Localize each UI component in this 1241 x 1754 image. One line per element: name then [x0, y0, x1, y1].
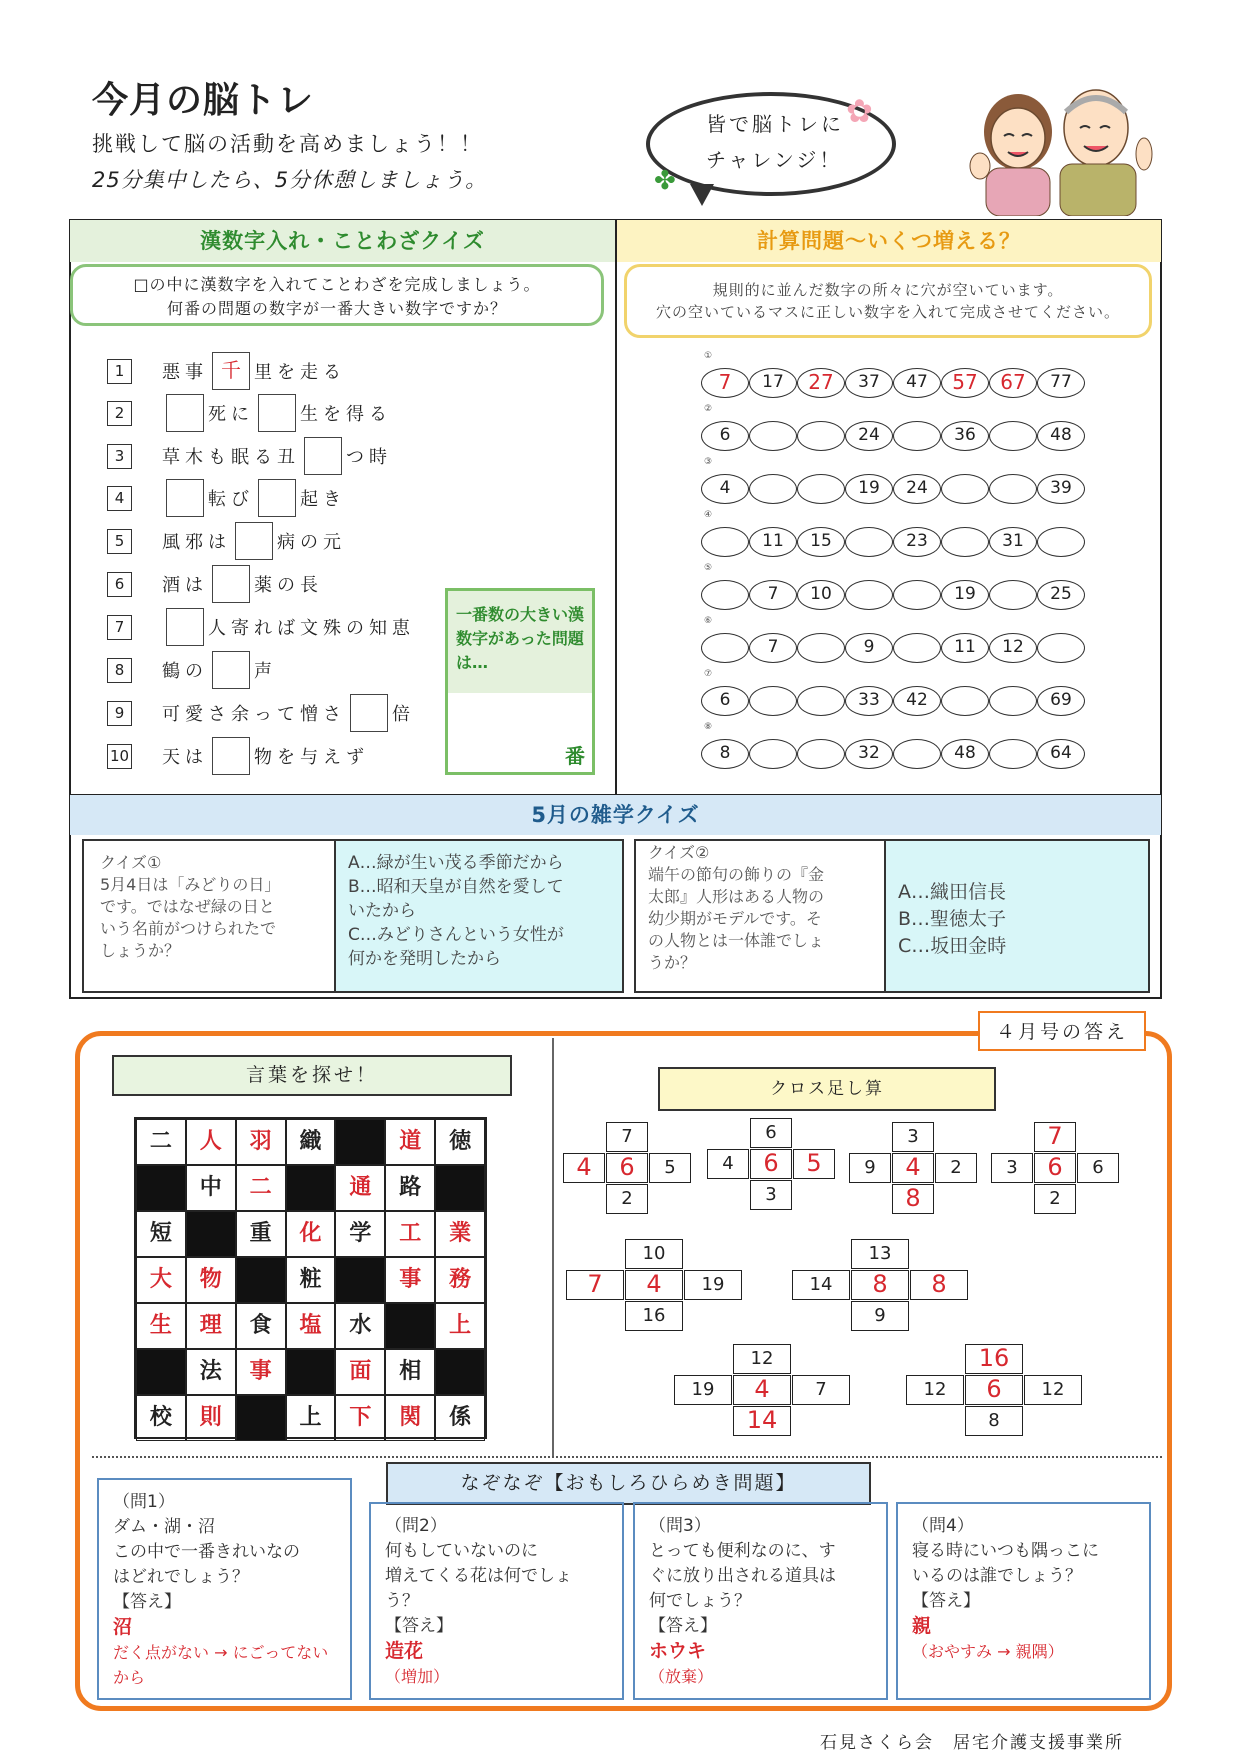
calc-row-label: ③ — [704, 457, 713, 467]
question-number: 2 — [107, 401, 132, 426]
number-cell: 7 — [749, 580, 797, 610]
grid-cell: 通 — [335, 1165, 385, 1211]
text-line: いう名前がつけられたで — [100, 919, 277, 938]
number-cell: 36 — [941, 421, 989, 451]
choice-b-cont: いたから — [348, 901, 416, 921]
speech-bubble-text — [706, 106, 844, 178]
riddle-question-line: とっても便利なのに、す — [649, 1541, 836, 1561]
kanji-question-row — [107, 694, 415, 732]
number-cell[interactable] — [749, 686, 797, 716]
number-cell[interactable] — [893, 633, 941, 663]
cross-cell-left: 3 — [991, 1153, 1033, 1183]
cross-cell-right: 5 — [793, 1149, 835, 1179]
kanji-question-row — [107, 437, 392, 475]
grid-cell-black — [136, 1349, 186, 1395]
number-cell: 6 — [701, 686, 749, 716]
question-number: 5 — [107, 529, 132, 554]
calc-row-label: ② — [704, 404, 713, 414]
grid-cell: 事 — [236, 1349, 286, 1395]
number-cell: 31 — [989, 527, 1037, 557]
grid-cell: 面 — [335, 1349, 385, 1395]
number-cell[interactable] — [797, 474, 845, 504]
number-cell[interactable] — [845, 527, 893, 557]
number-cell: 19 — [941, 580, 989, 610]
number-cell[interactable] — [941, 686, 989, 716]
cross-cell-right: 8 — [910, 1270, 968, 1300]
text-line: 太郎』人形はある人物の — [648, 887, 825, 906]
divider — [552, 1038, 554, 1456]
riddle-question-line: 寝る時にいつも隅っこに — [912, 1541, 1099, 1561]
subtitle: 挑戦して脳の活動を高めましょう！！ — [92, 132, 483, 156]
answer-blank[interactable] — [212, 651, 250, 689]
number-cell[interactable] — [701, 527, 749, 557]
number-cell: 47 — [893, 368, 941, 398]
cross-cell-left: 19 — [674, 1375, 732, 1405]
number-cell: 37 — [845, 368, 893, 398]
trivia-q1-choices — [334, 841, 622, 991]
grid-cell-black — [435, 1165, 485, 1211]
grid-cell-black — [335, 1257, 385, 1303]
cross-cell-top: 7 — [1034, 1122, 1076, 1152]
number-cell: 48 — [941, 739, 989, 769]
riddle-answer-label: 【答え】 — [912, 1591, 980, 1611]
number-cell[interactable] — [845, 580, 893, 610]
kanji-question-row — [107, 352, 346, 390]
text-line: 5月4日は「みどりの日」 — [100, 875, 281, 894]
number-cell[interactable] — [797, 739, 845, 769]
number-cell[interactable] — [797, 421, 845, 451]
grid-cell: 大 — [136, 1257, 186, 1303]
trivia-q2-choices — [884, 841, 1148, 991]
cross-cell-center: 6 — [606, 1153, 648, 1183]
number-cell[interactable] — [893, 580, 941, 610]
answer-blank[interactable] — [166, 479, 204, 517]
answer-blank[interactable] — [235, 522, 273, 560]
question-text: 死に — [208, 404, 254, 425]
riddle-box — [633, 1502, 888, 1700]
question-text: 転び — [208, 489, 254, 510]
riddle-explanation: （増加） — [385, 1667, 450, 1686]
grid-cell-black — [186, 1211, 236, 1257]
grid-cell: 上 — [286, 1395, 336, 1441]
calc-row-label: ⑦ — [704, 669, 713, 679]
text-line: うか？ — [648, 953, 697, 972]
footer-organization: 石見さくら会 居宅介護支援事業所 — [820, 1733, 1124, 1753]
instruction-line: □の中に漢数字を入れてことわざを完成しましょう。 — [133, 275, 541, 294]
number-cell[interactable] — [749, 739, 797, 769]
number-cell[interactable] — [941, 474, 989, 504]
flower-icon: ✿ — [846, 92, 873, 130]
number-cell: 15 — [797, 527, 845, 557]
question-number: 10 — [107, 744, 132, 769]
riddle-answer-label: 【答え】 — [113, 1592, 181, 1612]
choice-c: C…坂田金時 — [898, 935, 1007, 957]
grid-cell: 羽 — [236, 1119, 286, 1165]
grid-cell: 関 — [385, 1395, 435, 1441]
grid-cell: 上 — [435, 1303, 485, 1349]
number-cell: 8 — [701, 739, 749, 769]
grid-cell: 食 — [236, 1303, 286, 1349]
grid-cell: 校 — [136, 1395, 186, 1441]
number-cell[interactable] — [1037, 527, 1085, 557]
cross-cell-top: 7 — [606, 1122, 648, 1152]
grid-cell: 物 — [186, 1257, 236, 1303]
question-number: 1 — [107, 359, 132, 384]
number-cell: 33 — [845, 686, 893, 716]
riddle-answer: 沼 — [113, 1616, 133, 1638]
calc-row-label: ① — [704, 351, 713, 361]
cross-cell-top: 12 — [733, 1344, 791, 1374]
question-text: 物を与えず — [254, 747, 369, 768]
number-cell[interactable] — [989, 474, 1037, 504]
number-cell[interactable] — [989, 580, 1037, 610]
grid-cell: 則 — [186, 1395, 236, 1441]
cross-cell-right: 12 — [1024, 1375, 1082, 1405]
choice-b: B…聖徳太子 — [898, 908, 1007, 930]
grid-cell: 務 — [435, 1257, 485, 1303]
grid-cell: 道 — [385, 1119, 435, 1165]
question-text: 里を走る — [254, 362, 346, 383]
kanji-quiz-title: 漢数字入れ・ことわざクイズ — [70, 220, 615, 262]
grid-cell: 学 — [335, 1211, 385, 1257]
answer-blank[interactable] — [212, 737, 250, 775]
number-cell: 32 — [845, 739, 893, 769]
text-line: の人物とは一体誰でしょ — [648, 931, 825, 950]
grid-cell: 徳 — [435, 1119, 485, 1165]
cross-cell-bottom: 2 — [606, 1184, 648, 1214]
number-cell[interactable] — [893, 739, 941, 769]
cross-cell-right: 6 — [1077, 1153, 1119, 1183]
question-text: 薬の長 — [254, 575, 323, 596]
cross-cell-center: 6 — [1034, 1153, 1076, 1183]
text-line: です。ではなぜ緑の日と — [100, 897, 275, 916]
section-divider — [615, 220, 617, 795]
choice-b: B…昭和天皇が自然を愛して — [348, 877, 564, 897]
cross-cell-bottom: 14 — [733, 1406, 791, 1436]
riddle-explanation: （おやすみ → 親隅） — [912, 1642, 1064, 1661]
cross-cell-bottom: 2 — [1034, 1184, 1076, 1214]
cross-cell-top: 6 — [750, 1118, 792, 1148]
number-cell[interactable] — [797, 686, 845, 716]
riddle-question-line: う？ — [385, 1591, 419, 1611]
number-cell[interactable] — [989, 686, 1037, 716]
kanji-question-row — [107, 394, 392, 432]
calc-row-label: ⑥ — [704, 616, 713, 626]
answer-blank[interactable] — [212, 565, 250, 603]
question-text: 人寄れば文殊の知恵 — [208, 618, 415, 639]
text-line: クイズ② — [648, 843, 710, 862]
grid-cell: 二 — [236, 1165, 286, 1211]
number-cell[interactable] — [941, 527, 989, 557]
grid-cell-black — [335, 1119, 385, 1165]
number-cell[interactable] — [797, 633, 845, 663]
question-text: 酒は — [162, 575, 208, 596]
question-text: 可愛さ余って憎さ — [162, 704, 346, 725]
cross-cell-center: 4 — [625, 1270, 683, 1300]
word-search-title: 言葉を探せ！ — [112, 1055, 512, 1096]
number-cell[interactable] — [749, 421, 797, 451]
cross-cell-center: 8 — [851, 1270, 909, 1300]
number-cell: 48 — [1037, 421, 1085, 451]
calc-row-label: ⑤ — [704, 563, 713, 573]
number-cell: 10 — [797, 580, 845, 610]
subtitle-rest: 25分集中したら、5分休憩しましょう。 — [92, 168, 488, 192]
riddle-answer-label: 【答え】 — [649, 1616, 717, 1636]
question-text: 倍 — [392, 704, 415, 725]
grid-cell-black — [136, 1165, 186, 1211]
grid-cell: 重 — [236, 1211, 286, 1257]
number-cell[interactable] — [893, 421, 941, 451]
grid-cell: 相 — [385, 1349, 435, 1395]
number-cell: 11 — [941, 633, 989, 663]
instruction-line: 何番の問題の数字が一番大きい数字ですか？ — [166, 299, 507, 318]
grid-cell: 係 — [435, 1395, 485, 1441]
number-cell[interactable] — [989, 739, 1037, 769]
question-text: 起き — [300, 489, 346, 510]
number-cell: 67 — [989, 368, 1037, 398]
question-text: 生を得る — [300, 404, 392, 425]
text-line: 幼少期がモデルです。そ — [648, 909, 822, 928]
answer-blank[interactable] — [350, 694, 388, 732]
riddle-question-line: この中で一番きれいなの — [113, 1542, 300, 1562]
text-line: しょうか？ — [100, 941, 181, 960]
cross-cell-right: 19 — [684, 1270, 742, 1300]
instruction-line: 穴の空いているマスに正しい数字を入れて完成させてください。 — [655, 303, 1120, 321]
cross-cell-top: 10 — [625, 1239, 683, 1269]
cross-sum-title: クロス足し算 — [658, 1067, 996, 1111]
cross-cell-top: 16 — [965, 1344, 1023, 1374]
answer-box-suffix: 番 — [565, 744, 585, 768]
question-text: 天は — [162, 747, 208, 768]
answer-blank[interactable] — [258, 394, 296, 432]
riddle-label: （問1） — [113, 1492, 175, 1512]
number-cell: 24 — [845, 421, 893, 451]
instruction-line: 規則的に並んだ数字の所々に穴が空いています。 — [712, 281, 1064, 299]
cross-cell-right: 5 — [649, 1153, 691, 1183]
question-text: つ時 — [346, 447, 392, 468]
grid-cell: 工 — [385, 1211, 435, 1257]
cross-cell-center: 6 — [750, 1149, 792, 1179]
grid-cell: 事 — [385, 1257, 435, 1303]
grid-cell: 路 — [385, 1165, 435, 1211]
trivia-title: 5月の雑学クイズ — [70, 795, 1161, 835]
bubble-line: チャレンジ！ — [706, 148, 843, 172]
riddle-question-line: はどれでしょう？ — [113, 1567, 249, 1587]
page-title: 今月の脳トレ — [92, 80, 315, 121]
riddle-box — [369, 1502, 624, 1700]
text-line: クイズ① — [100, 853, 162, 872]
cross-cell-center: 4 — [733, 1375, 791, 1405]
cross-cell-right: 7 — [792, 1375, 850, 1405]
number-cell: 7 — [701, 368, 749, 398]
choice-a: A…緑が生い茂る季節だから — [348, 853, 564, 873]
cross-cell-right: 2 — [935, 1153, 977, 1183]
question-text: 病の元 — [277, 532, 346, 553]
question-number: 4 — [107, 486, 132, 511]
kanji-question-row — [107, 522, 346, 560]
grid-cell-black — [435, 1349, 485, 1395]
cross-cell-center: 4 — [892, 1153, 934, 1183]
grid-cell-black — [236, 1257, 286, 1303]
kanji-question-row — [107, 479, 346, 517]
cross-cell-top: 3 — [892, 1122, 934, 1152]
number-cell[interactable] — [989, 421, 1037, 451]
number-cell: 57 — [941, 368, 989, 398]
answer-blank[interactable] — [304, 437, 342, 475]
grid-cell: 理 — [186, 1303, 236, 1349]
number-cell: 24 — [893, 474, 941, 504]
number-cell: 23 — [893, 527, 941, 557]
grid-cell: 業 — [435, 1211, 485, 1257]
calc-quiz-instruction — [624, 264, 1152, 338]
grid-cell: 塩 — [286, 1303, 336, 1349]
choice-c: C…みどりさんという女性が — [348, 925, 564, 945]
answer-blank[interactable]: 千 — [212, 352, 250, 390]
question-number: 6 — [107, 572, 132, 597]
number-cell: 4 — [701, 474, 749, 504]
trivia-q1-text — [100, 852, 325, 962]
question-text: 風邪は — [162, 532, 231, 553]
grid-cell: 法 — [186, 1349, 236, 1395]
question-number: 3 — [107, 444, 132, 469]
choice-c-cont: 何かを発明したから — [348, 949, 501, 969]
elderly-couple-illustration — [960, 76, 1156, 216]
riddle-question-line: ダム・湖・沼 — [113, 1517, 215, 1537]
grid-cell: 生 — [136, 1303, 186, 1349]
cross-cell-left: 14 — [792, 1270, 850, 1300]
cross-cell-center: 6 — [965, 1375, 1023, 1405]
grid-cell: 下 — [335, 1395, 385, 1441]
number-cell: 12 — [989, 633, 1037, 663]
choice-a: A…織田信長 — [898, 881, 1006, 903]
number-cell: 64 — [1037, 739, 1085, 769]
question-number: 8 — [107, 658, 132, 683]
number-cell: 11 — [749, 527, 797, 557]
speech-bubble-tail — [690, 184, 714, 206]
cross-cell-top: 13 — [851, 1239, 909, 1269]
riddle-question-line: 増えてくる花は何でしょ — [385, 1566, 572, 1586]
riddle-label: （問3） — [649, 1516, 711, 1536]
grid-cell: 化 — [286, 1211, 336, 1257]
question-number: 7 — [107, 615, 132, 640]
number-cell: 42 — [893, 686, 941, 716]
kanji-question-row — [107, 608, 415, 646]
riddle-question-line: 何もしていないのに — [385, 1541, 538, 1561]
cross-cell-bottom: 8 — [965, 1406, 1023, 1436]
bubble-line: 皆で脳トレに — [706, 112, 844, 136]
kanji-quiz-instruction — [70, 264, 604, 326]
cross-cell-left: 7 — [566, 1270, 624, 1300]
riddle-label: （問2） — [385, 1516, 447, 1536]
cross-cell-bottom: 8 — [892, 1184, 934, 1214]
question-text: 鶴の — [162, 661, 208, 682]
number-cell: 77 — [1037, 368, 1085, 398]
cross-cell-bottom: 16 — [625, 1301, 683, 1331]
riddle-title: なぞなぞ【おもしろひらめき問題】 — [386, 1462, 871, 1505]
number-cell: 69 — [1037, 686, 1085, 716]
trivia-q2-text — [648, 842, 870, 974]
riddle-explanation: （放棄） — [649, 1667, 714, 1686]
answer-box-label: 一番数の大きい漢数字があった問題は… — [448, 591, 592, 693]
kanji-question-row — [107, 651, 277, 689]
riddle-answer: 親 — [912, 1615, 932, 1637]
number-cell: 19 — [845, 474, 893, 504]
calc-row-label: ⑧ — [704, 722, 713, 732]
number-cell[interactable] — [701, 580, 749, 610]
answers-tag: ４月号の答え — [978, 1011, 1146, 1051]
grid-cell: 中 — [186, 1165, 236, 1211]
riddle-answer: ホウキ — [649, 1640, 707, 1662]
grid-cell: 粧 — [286, 1257, 336, 1303]
question-number: 9 — [107, 701, 132, 726]
cross-cell-left: 4 — [563, 1153, 605, 1183]
grid-cell-black — [385, 1303, 435, 1349]
number-cell: 6 — [701, 421, 749, 451]
number-cell: 9 — [845, 633, 893, 663]
number-cell: 17 — [749, 368, 797, 398]
cross-cell-bottom: 3 — [750, 1180, 792, 1210]
grid-cell: 織 — [286, 1119, 336, 1165]
riddle-explanation: だく点がない → にごってないから — [113, 1643, 329, 1687]
answer-blank[interactable] — [258, 479, 296, 517]
riddle-question-line: ぐに放り出される道具は — [649, 1566, 836, 1586]
grid-cell: 短 — [136, 1211, 186, 1257]
text-line: 端午の節句の飾りの『金 — [648, 865, 825, 884]
grid-cell-black — [286, 1165, 336, 1211]
riddle-question-line: いるのは誰でしょう？ — [912, 1566, 1082, 1586]
riddle-answer: 造花 — [385, 1640, 424, 1662]
riddle-label: （問4） — [912, 1516, 974, 1536]
number-cell: 25 — [1037, 580, 1085, 610]
riddle-answer-label: 【答え】 — [385, 1616, 453, 1636]
number-cell: 27 — [797, 368, 845, 398]
question-text: 悪事 — [162, 362, 208, 383]
grid-cell: 二 — [136, 1119, 186, 1165]
grid-cell: 人 — [186, 1119, 236, 1165]
number-cell[interactable] — [701, 633, 749, 663]
cross-cell-left: 9 — [849, 1153, 891, 1183]
cross-cell-left: 4 — [707, 1149, 749, 1179]
number-cell: 39 — [1037, 474, 1085, 504]
kanji-question-row — [107, 565, 323, 603]
answer-blank[interactable] — [166, 394, 204, 432]
cross-cell-bottom: 9 — [851, 1301, 909, 1331]
grid-cell-black — [286, 1349, 336, 1395]
question-text: 声 — [254, 661, 277, 682]
divider — [92, 1456, 1162, 1458]
riddle-box — [896, 1502, 1151, 1700]
calc-row-label: ④ — [704, 510, 713, 520]
word-search-grid — [134, 1117, 487, 1439]
grid-cell-black — [236, 1395, 286, 1441]
number-cell: 7 — [749, 633, 797, 663]
kanji-question-row — [107, 737, 369, 775]
number-cell[interactable] — [749, 474, 797, 504]
calc-quiz-title: 計算問題～いくつ増える？ — [617, 220, 1161, 262]
clover-icon: ✤ — [654, 166, 676, 196]
riddle-question-line: 何でしょう？ — [649, 1591, 751, 1611]
riddle-box — [97, 1478, 352, 1700]
number-cell[interactable] — [1037, 633, 1085, 663]
answer-blank[interactable] — [166, 608, 204, 646]
question-text: 草木も眠る丑 — [162, 447, 300, 468]
grid-cell: 水 — [335, 1303, 385, 1349]
cross-cell-left: 12 — [906, 1375, 964, 1405]
